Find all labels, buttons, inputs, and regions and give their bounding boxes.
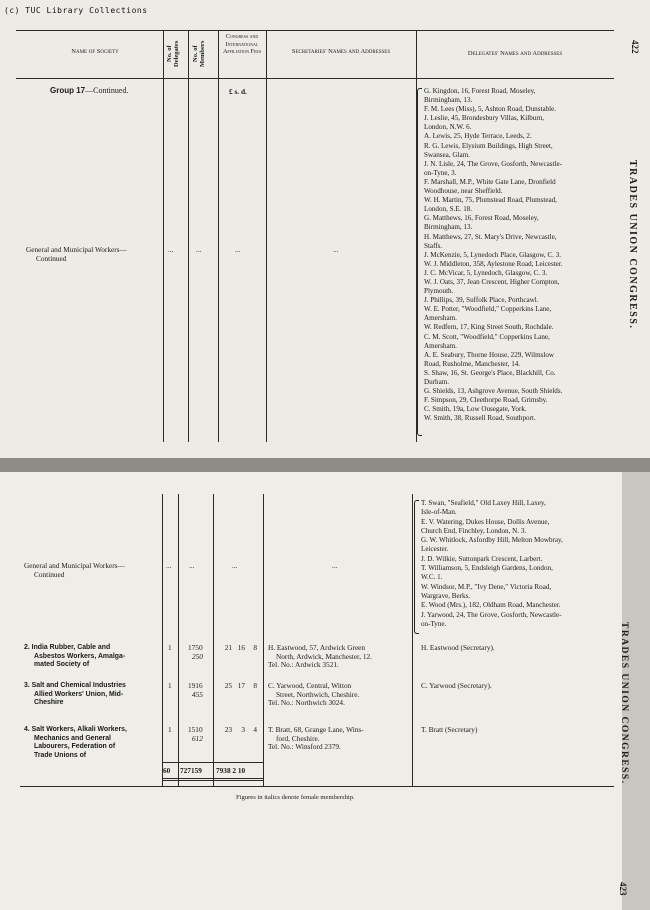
row-female-members: 455 bbox=[192, 690, 203, 699]
society-name-line: 3. Salt and Chemical Industries bbox=[24, 682, 126, 689]
society-name-line: Asbestos Workers, Amalga- bbox=[34, 652, 126, 660]
delegate-line: Birmingham, 13. bbox=[424, 223, 473, 232]
delegate-line: Amersham. bbox=[424, 314, 457, 323]
header-delegates: No. of Delegates bbox=[166, 40, 180, 68]
row-members: 1750 bbox=[188, 643, 203, 652]
page-423 bbox=[0, 472, 629, 910]
row-fees-shillings: 17 bbox=[237, 681, 245, 690]
secretary-line: Tel. No.: Winsford 2379. bbox=[268, 742, 341, 752]
society-name-line: Mechanics and General bbox=[34, 734, 111, 742]
secretary-line: Tel. No.: Ardwick 3521. bbox=[268, 660, 339, 670]
delegate-line: J. Phillips, 39, Suffolk Place, Porthcawl. bbox=[424, 296, 539, 305]
society-name-line: Trade Unions of bbox=[34, 751, 87, 759]
delegate-line: W. J. Middleton, 358, Aylestone Road, Leicester. bbox=[424, 259, 563, 268]
delegate-line: W. Windsor, M.P., "Ivy Dene," Victoria Road, bbox=[421, 582, 552, 591]
col-rule-1 bbox=[163, 30, 164, 442]
delegate-line: W. Smith, 38, Russell Road, Southport. bbox=[424, 414, 536, 423]
row-delegates: 1 bbox=[168, 725, 172, 734]
page-gutter bbox=[0, 458, 650, 472]
secretary-line: C. Yarwood, Central, Witton bbox=[268, 681, 352, 690]
delegate-line: on-Tyne, 3. bbox=[424, 168, 457, 177]
header-fees: Congress and International Affiliation Fees bbox=[222, 33, 262, 56]
row-fees-pounds: 25 bbox=[224, 681, 232, 690]
currency-header: £ s. d. bbox=[229, 87, 247, 96]
fees-dots: ... bbox=[232, 561, 238, 570]
society-name-line: Labourers, Federation of bbox=[34, 743, 116, 751]
totals-top-rule bbox=[162, 762, 263, 763]
row-delegate: T. Bratt (Secretary) bbox=[421, 725, 478, 734]
delegate-line: Birmingham, 13. bbox=[424, 96, 473, 105]
row-fees-shillings: 16 bbox=[237, 643, 245, 652]
table-bottom-rule bbox=[20, 786, 614, 787]
society-name-line: 2. India Rubber, Cable and bbox=[24, 644, 111, 651]
members-dots: ... bbox=[189, 561, 195, 570]
society-name-line2: Continued bbox=[36, 254, 67, 263]
header-members: No. of Members bbox=[192, 40, 206, 68]
header-bottom-rule bbox=[16, 78, 614, 79]
delegate-line: Woodhouse, near Sheffield. bbox=[424, 187, 503, 196]
delegate-line: F. M. Lees (Miss), 5, Ashton Road, Dunstable. bbox=[424, 105, 557, 114]
delegate-line: W.C. 1. bbox=[421, 573, 443, 582]
delegate-line: J. Yarwood, 24, The Grove, Gosforth, Newcastle- bbox=[421, 610, 562, 619]
running-title: TRADES UNION CONGRESS. bbox=[627, 160, 638, 330]
delegate-line: E. V. Watering, Dukes House, Dollis Avenue, bbox=[421, 517, 550, 526]
row-delegates: 1 bbox=[168, 681, 172, 690]
secretary-line: Tel. No.: Northwich 3024. bbox=[268, 698, 345, 708]
delegate-line: London, S.E. 18. bbox=[424, 205, 473, 214]
delegate-line: J. D. Wilkie, Suttonpark Crescent, Larbert. bbox=[421, 554, 543, 563]
delegate-line: G. Kingdon, 16, Forest Road, Moseley, bbox=[424, 87, 536, 95]
delegate-line: A. E. Seabury, Thorne House, 229, Wilmslow bbox=[424, 350, 555, 359]
society-name-line: Cheshire bbox=[34, 699, 64, 707]
secretary-line: T. Bratt, 68, Grange Lane, Wins- bbox=[268, 725, 364, 734]
delegate-line: J. Leslie, 45, Brondesbury Villas, Kilburn, bbox=[424, 114, 545, 123]
header-delegates-addresses: Delegates' Names and Addresses bbox=[467, 50, 563, 57]
delegate-line: A. Lewis, 25, Hyde Terrace, Leeds, 2. bbox=[424, 132, 532, 141]
col-rule-2 bbox=[178, 494, 179, 786]
delegate-line: C. M. Scott, "Woodfield," Copperkins Lane, bbox=[424, 332, 550, 341]
fees-dots: ... bbox=[235, 245, 241, 254]
delegate-line: Road, Rusholme, Manchester, 14. bbox=[424, 359, 521, 368]
delegate-line: H. Matthews, 27, St. Mary's Drive, Newcastle, bbox=[424, 232, 557, 241]
row-fees-pounds: 23 bbox=[224, 725, 232, 734]
copyright-watermark: (c) TUC Library Collections bbox=[4, 6, 148, 15]
delegate-line: Church End, Finchley, London, N. 3. bbox=[421, 526, 527, 535]
delegate-line: Swansea, Glam. bbox=[424, 150, 470, 159]
delegate-line: T. Swan, "Seafield," Old Laxey Hill, Laxey, bbox=[421, 499, 546, 507]
row-fees-shillings: 3 bbox=[241, 725, 245, 734]
secretary-line: ford, Cheshire. bbox=[276, 733, 320, 743]
secretary-dots: ... bbox=[333, 245, 339, 254]
delegates-list bbox=[424, 87, 563, 423]
row-delegate: H. Eastwood (Secretary). bbox=[421, 643, 495, 652]
group-label bbox=[50, 87, 128, 96]
delegate-line: Wargrave, Berks. bbox=[421, 591, 471, 600]
total-members: 727159 bbox=[180, 766, 202, 775]
row-fees-pence: 4 bbox=[253, 725, 257, 734]
group-number: Group 17 bbox=[50, 86, 86, 95]
delegate-line: S. Shaw, 16, St. George's Place, Blackhill, Co. bbox=[424, 368, 556, 377]
members-dots: ... bbox=[196, 245, 202, 254]
delegate-line: London, N.W. 6. bbox=[424, 123, 472, 132]
delegate-brace bbox=[414, 500, 419, 634]
delegate-line: on-Tyne. bbox=[421, 619, 447, 628]
col-rule-1 bbox=[162, 494, 163, 786]
col-rule-5 bbox=[412, 494, 413, 786]
row-fees-pence: 8 bbox=[253, 643, 257, 652]
running-title: TRADES UNION CONGRESS. bbox=[619, 622, 629, 785]
delegates-list bbox=[421, 499, 563, 629]
delegate-line: E. Wood (Mrs.), 182, Oldham Road, Manchester. bbox=[421, 601, 561, 610]
delegate-line: Staffs. bbox=[424, 241, 443, 250]
delegate-line: W. J. Oats, 37, Jean Crescent, Higher Compton, bbox=[424, 277, 560, 286]
page-number: 423 bbox=[618, 882, 628, 896]
total-delegates: 60 bbox=[163, 766, 171, 775]
society-name-line1: General and Municipal Workers— bbox=[26, 245, 127, 254]
delegate-line: J. N. Lisle, 24, The Grove, Gosforth, Newcastle- bbox=[424, 159, 562, 168]
header-top-rule bbox=[16, 30, 614, 31]
delegate-line: Amersham. bbox=[424, 341, 457, 350]
secretary-dots: ... bbox=[332, 561, 338, 570]
totals-bottom-rule bbox=[162, 778, 263, 779]
row-female-members: 612 bbox=[192, 734, 203, 743]
col-rule-3 bbox=[213, 494, 214, 786]
secretary-line: H. Eastwood, 57, Ardwick Green bbox=[268, 643, 366, 652]
delegate-line: F. Simpson, 29, Cleethorpe Road, Grimsby. bbox=[424, 396, 548, 405]
delegate-line: G. W. Whitlock, Asfordby Hill, Melton Mowbray, bbox=[421, 536, 563, 545]
row-female-members: 250 bbox=[192, 652, 203, 661]
delegate-line: Plymouth. bbox=[424, 287, 454, 296]
delegate-line: R. G. Lewis, Elysium Buildings, High Street, bbox=[424, 141, 553, 150]
col-rule-4 bbox=[263, 494, 264, 786]
row-delegates: 1 bbox=[168, 643, 172, 652]
delegate-line: J. C. McVicar, 5, Lynedoch, Glasgow, C. 3. bbox=[424, 268, 548, 277]
secretary-line: Street, Northwich, Cheshire. bbox=[276, 689, 360, 699]
col-rule-4 bbox=[266, 30, 267, 442]
totals-double-rule bbox=[162, 780, 263, 781]
delegates-dots: ... bbox=[166, 561, 172, 570]
delegate-line: W. E. Potter, "Woodfield," Copperkins Lane, bbox=[424, 305, 552, 314]
delegate-line: Durham. bbox=[424, 378, 450, 386]
society-name-line: mated Society of bbox=[34, 661, 90, 669]
group-suffix: —Continued. bbox=[85, 86, 129, 95]
delegate-line: T. Williamson, 5, Endsleigh Gardens, London, bbox=[421, 564, 553, 573]
delegate-line: J. McKenzie, 5, Lynedoch Place, Glasgow, C. 3. bbox=[424, 250, 562, 259]
delegate-line: F. Marshall, M.P., White Gate Lane, Dronfield bbox=[424, 177, 556, 186]
total-fees: 7938 2 10 bbox=[216, 766, 246, 775]
row-fees-pounds: 21 bbox=[224, 643, 232, 652]
delegate-line: W. H. Martin, 75, Plumstead Road, Plumstead, bbox=[424, 196, 557, 205]
delegate-line: Leicester. bbox=[421, 545, 449, 554]
delegate-line: G. Shields, 13, Ashgrove Avenue, South Shields. bbox=[424, 387, 563, 396]
col-rule-2 bbox=[188, 30, 189, 442]
secretary-line: North, Ardwick, Manchester, 12. bbox=[276, 651, 372, 661]
col-rule-3 bbox=[218, 30, 219, 442]
row-fees-pence: 8 bbox=[253, 681, 257, 690]
delegates-dots: ... bbox=[168, 245, 174, 254]
header-secretaries: Secretaries' Names and Addresses bbox=[291, 48, 391, 55]
row-delegate: C. Yarwood (Secretary). bbox=[421, 681, 492, 690]
delegate-line: C. Smith, 19a, Low Ousegate, York. bbox=[424, 405, 527, 414]
footnote: Figures in italics denote female membership. bbox=[236, 794, 355, 801]
delegate-line: W. Redfern, 17, King Street South, Rochdale. bbox=[424, 323, 554, 332]
row-members: 1510 bbox=[188, 725, 203, 734]
header-society: Name of Society bbox=[71, 48, 119, 55]
delegate-line: Isle-of-Man. bbox=[421, 508, 457, 517]
row-members: 1916 bbox=[188, 681, 203, 690]
society-name-line: 4. Salt Workers, Alkali Workers, bbox=[24, 726, 127, 733]
society-name-line2: Continued bbox=[34, 570, 65, 579]
page-number: 422 bbox=[630, 40, 640, 54]
society-name-line1: General and Municipal Workers— bbox=[24, 561, 125, 570]
society-name-line: Allied Workers' Union, Mid- bbox=[34, 690, 124, 698]
delegate-line: G. Matthews, 16, Forest Road, Moseley, bbox=[424, 214, 539, 223]
delegate-brace bbox=[417, 88, 422, 436]
